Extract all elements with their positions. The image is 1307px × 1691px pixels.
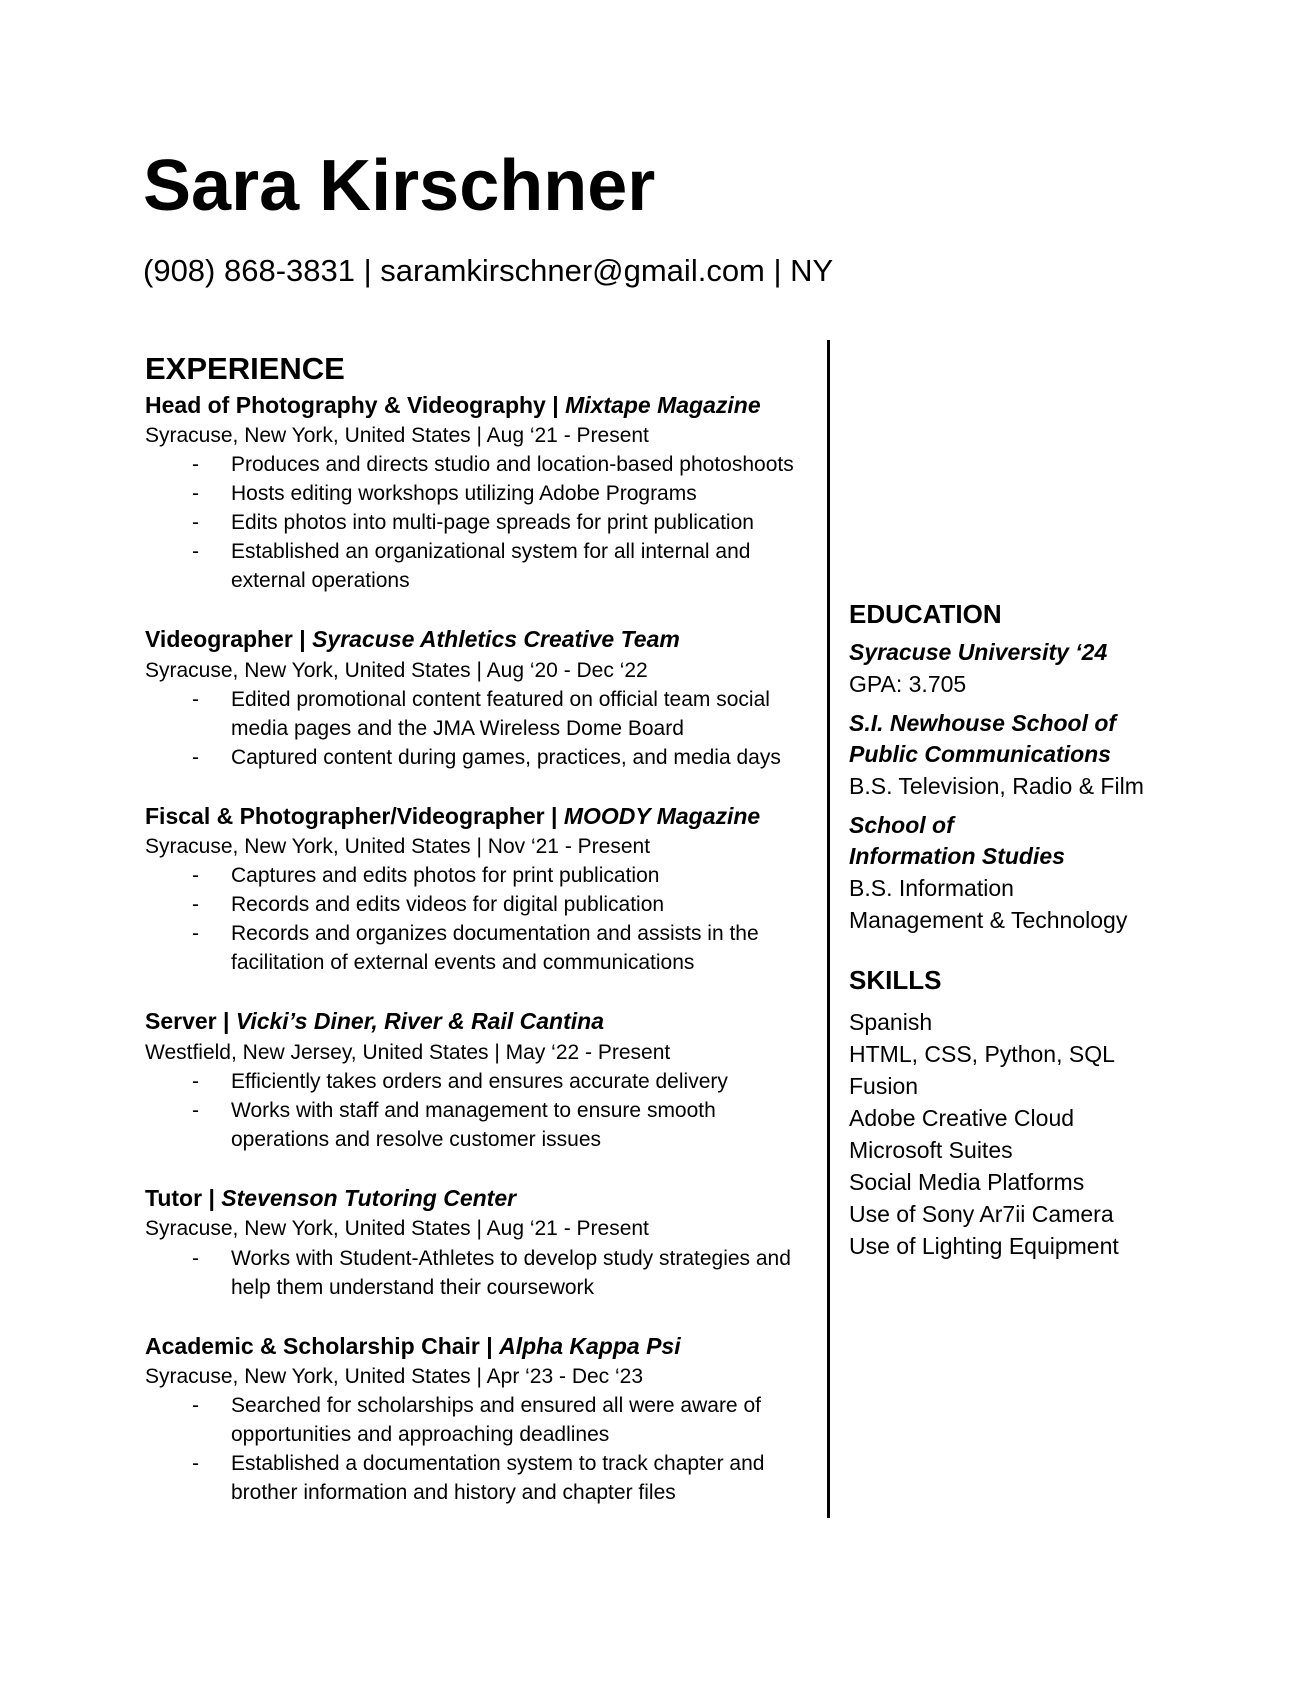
job-bullet	[145, 1391, 815, 1449]
school-ischool	[849, 810, 1189, 936]
dash-icon: -	[192, 864, 199, 888]
dash-icon: -	[192, 453, 199, 477]
job-location-dates: Syracuse, New York, United States | Nov ‘21 - Present	[145, 835, 651, 859]
school-name-line: School of	[849, 811, 954, 838]
job-bullets	[145, 1067, 815, 1154]
job-role: Fiscal & Photographer/Videographer |	[145, 802, 564, 829]
school-newhouse	[849, 708, 1189, 802]
dash-icon: -	[192, 1452, 199, 1476]
skill-item: Social Media Platforms	[849, 1169, 1085, 1195]
job-role: Tutor |	[145, 1185, 222, 1212]
job-organization: Alpha Kappa Psi	[499, 1332, 681, 1359]
job-entry	[145, 1330, 815, 1508]
dash-icon: -	[192, 745, 199, 769]
experience-section	[145, 350, 815, 1535]
job-bullet	[145, 685, 815, 743]
job-bullet	[145, 1067, 815, 1096]
job-bullet	[145, 479, 815, 508]
job-title	[145, 1005, 815, 1037]
job-role: Head of Photography & Videography |	[145, 391, 566, 418]
job-bullets	[145, 450, 815, 595]
dash-icon: -	[192, 511, 199, 535]
job-title	[145, 1182, 815, 1214]
job-bullets	[145, 1244, 815, 1302]
dash-icon: -	[192, 893, 199, 917]
bullet-text: Works with staff and management to ensure smooth operations and resolve customer issues	[231, 1099, 716, 1152]
school-name-line: S.I. Newhouse School of	[849, 709, 1117, 736]
dash-icon: -	[192, 1394, 199, 1418]
column-divider	[827, 340, 830, 1518]
job-bullets	[145, 685, 815, 772]
job-entry	[145, 800, 815, 978]
dash-icon: -	[192, 922, 199, 946]
bullet-text: Records and edits videos for digital publication	[231, 893, 665, 917]
bullet-text: Established an organizational system for all internal and external operations	[231, 540, 751, 593]
education-section	[849, 598, 1189, 936]
job-list	[145, 389, 815, 1507]
degree: B.S. Television, Radio & Film	[849, 772, 1144, 799]
skill-item: Spanish	[849, 1009, 933, 1035]
school-name-line: Information Studies	[849, 842, 1065, 869]
job-organization: MOODY Magazine	[563, 802, 761, 829]
job-bullet	[145, 1449, 815, 1507]
gpa: GPA: 3.705	[849, 670, 967, 697]
bullet-text: Captured content during games, practices, and media days	[231, 745, 781, 769]
degree: B.S. Information	[849, 874, 1014, 901]
job-bullets	[145, 1391, 815, 1507]
job-entry	[145, 389, 815, 596]
job-bullet	[145, 1244, 815, 1302]
bullet-text: Hosts editing workshops utilizing Adobe Programs	[231, 482, 697, 506]
skill-item: Microsoft Suites	[849, 1137, 1013, 1163]
skill-item: HTML, CSS, Python, SQL	[849, 1041, 1115, 1067]
bullet-text: Works with Student-Athletes to develop study strategies and help them understand their coursework	[231, 1246, 791, 1299]
job-organization: Syracuse Athletics Creative Team	[312, 626, 680, 653]
job-title	[145, 623, 815, 655]
job-title	[145, 1330, 815, 1362]
job-location-dates: Syracuse, New York, United States | Aug ‘21 - Present	[145, 1217, 649, 1241]
job-entry	[145, 1182, 815, 1302]
job-organization: Mixtape Magazine	[565, 391, 761, 418]
dash-icon: -	[192, 1070, 199, 1094]
job-bullets	[145, 861, 815, 977]
job-location-dates: Syracuse, New York, United States | Aug ‘20 - Dec ‘22	[145, 658, 648, 682]
job-title	[145, 800, 815, 832]
resume-name: Sara Kirschner	[143, 146, 656, 226]
dash-icon: -	[192, 482, 199, 506]
job-entry	[145, 623, 815, 772]
university-name: Syracuse University ‘24	[849, 638, 1108, 665]
dash-icon: -	[192, 1246, 199, 1270]
job-location-dates: Syracuse, New York, United States | Apr ‘23 - Dec ‘23	[145, 1364, 644, 1388]
bullet-text: Established a documentation system to track chapter and brother information and history and chapter files	[231, 1452, 765, 1505]
bullet-text: Edits photos into multi-page spreads for print publication	[231, 511, 754, 535]
contact-line: (908) 868-3831 | saramkirschner@gmail.com | NY	[143, 253, 834, 288]
job-title	[145, 389, 815, 421]
education-heading: EDUCATION	[849, 599, 1002, 629]
bullet-text: Produces and directs studio and location-based photoshoots	[231, 453, 794, 477]
job-bullet	[145, 890, 815, 919]
dash-icon: -	[192, 687, 199, 711]
job-bullet	[145, 537, 815, 595]
bullet-text: Captures and edits photos for print publication	[231, 864, 660, 888]
skill-item: Use of Sony Ar7ii Camera	[849, 1201, 1114, 1227]
job-bullet	[145, 743, 815, 772]
skills-heading: SKILLS	[849, 964, 942, 995]
job-role: Server |	[145, 1008, 236, 1035]
skills-section	[849, 964, 1189, 1263]
job-location-dates: Syracuse, New York, United States | Aug ‘21 - Present	[145, 423, 649, 447]
bullet-text: Efficiently takes orders and ensures accurate delivery	[231, 1070, 728, 1094]
dash-icon: -	[192, 1099, 199, 1123]
job-bullet	[145, 1096, 815, 1154]
experience-heading: EXPERIENCE	[145, 351, 345, 386]
job-organization: Vicki’s Diner, River & Rail Cantina	[235, 1008, 604, 1035]
bullet-text: Searched for scholarships and ensured all were aware of opportunities and approaching deadlines	[231, 1394, 761, 1447]
bullet-text: Records and organizes documentation and assists in the facilitation of external events and communications	[231, 922, 759, 975]
bullet-text: Edited promotional content featured on official team social media pages and the JMA Wireless Dome Board	[231, 687, 770, 740]
job-bullet	[145, 508, 815, 537]
skill-item: Fusion	[849, 1073, 919, 1099]
skill-item: Use of Lighting Equipment	[849, 1233, 1119, 1259]
job-role: Videographer |	[145, 626, 313, 653]
degree: Management & Technology	[849, 906, 1128, 933]
job-organization: Stevenson Tutoring Center	[221, 1185, 517, 1212]
dash-icon: -	[192, 540, 199, 564]
job-entry	[145, 1005, 815, 1154]
job-bullet	[145, 919, 815, 977]
sidebar	[849, 598, 1189, 1262]
job-bullet	[145, 450, 815, 479]
skills-list	[849, 1006, 1189, 1262]
job-bullet	[145, 861, 815, 890]
job-role: Academic & Scholarship Chair |	[145, 1332, 500, 1359]
job-location-dates: Westfield, New Jersey, United States | May ‘22 - Present	[145, 1040, 671, 1064]
skill-item: Adobe Creative Cloud	[849, 1105, 1075, 1131]
school-name-line: Public Communications	[849, 740, 1111, 767]
